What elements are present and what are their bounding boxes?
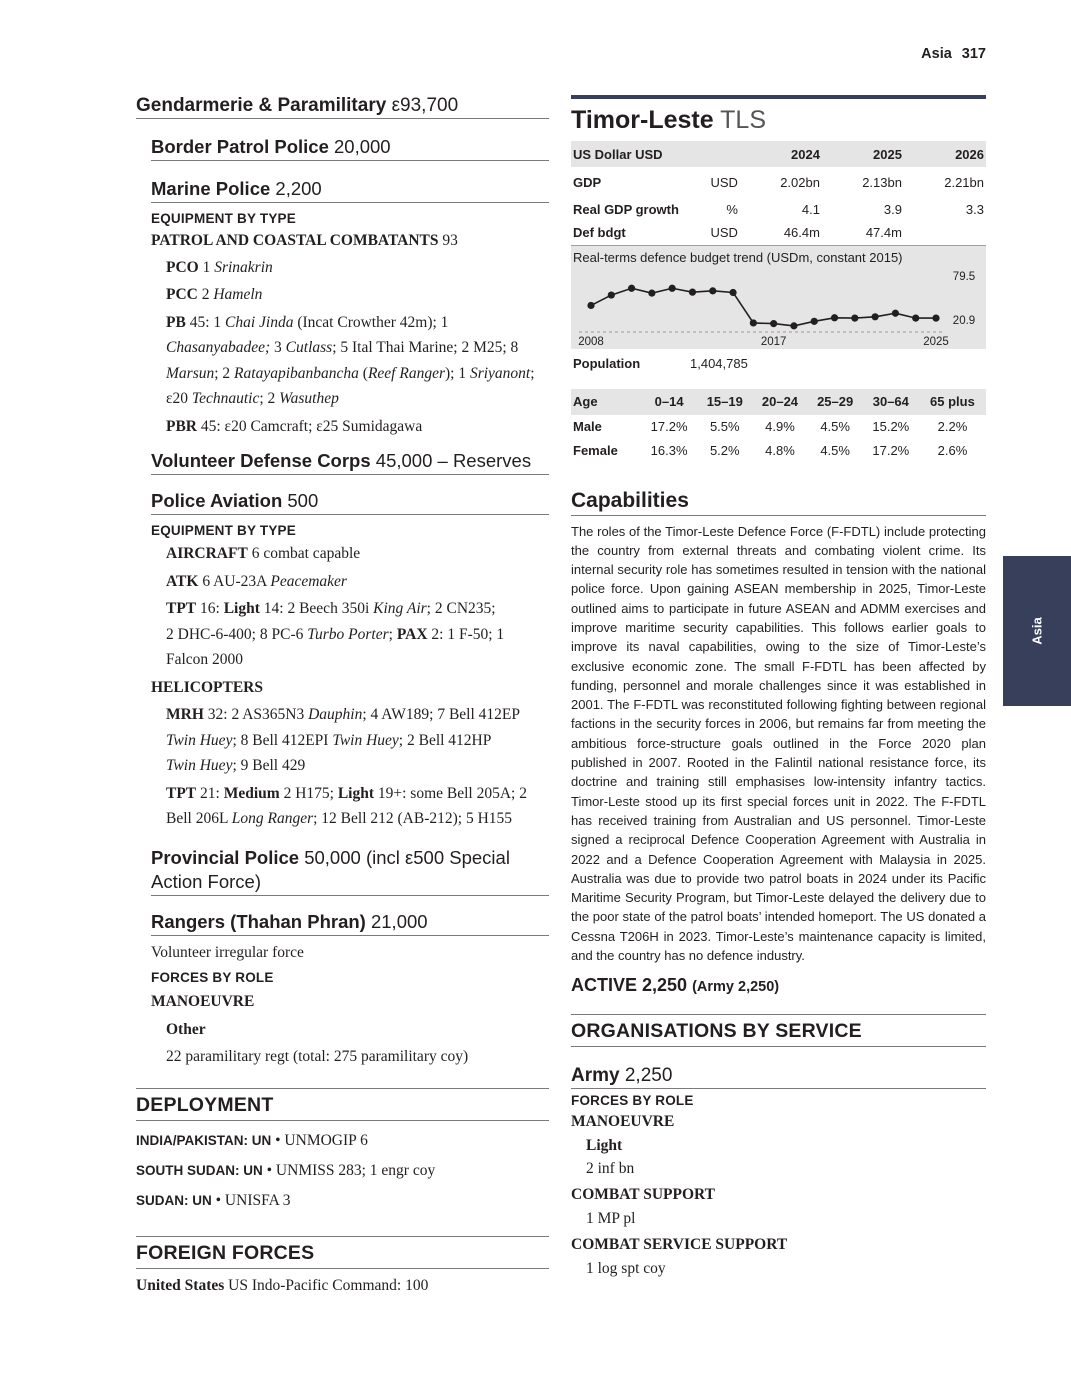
type-count: 2 — [197, 286, 214, 303]
organisations-heading: ORGANISATIONS BY SERVICE — [571, 1014, 986, 1047]
deployment-text: • UNMISS 283; 1 engr coy — [262, 1161, 436, 1179]
heading-title: Army — [571, 1065, 620, 1087]
heading-value: 2,250 — [624, 1065, 673, 1087]
deployment-item — [136, 1156, 549, 1186]
table-cell: 3.3 — [965, 201, 984, 217]
mrh-block: MRH 32: 2 AS365N3 Dauphin; 4 AW189; 7 Bell 412EP Twin Huey; 8 Bell 412EPI Twin Huey; 2 Bell 412HP Twin Huey; 9 Bell 429 — [166, 706, 520, 774]
type-name: Srinakrin — [214, 258, 273, 276]
type-label: PBR — [166, 417, 197, 435]
table-cell: 4.9% — [765, 419, 795, 434]
table-cell: 4.5% — [820, 443, 850, 458]
table-cell: 3.9 — [883, 201, 902, 217]
side-tab — [1003, 556, 1071, 706]
trend-point — [770, 320, 777, 327]
foreign-text: US Indo-Pacific Command: 100 — [224, 1276, 429, 1294]
category-value: 93 — [442, 232, 458, 249]
table-cell: 46.4m — [783, 225, 820, 241]
foreign-forces-heading: FOREIGN FORCES — [136, 1236, 549, 1269]
deployment-text: • UNISFA 3 — [211, 1191, 291, 1209]
table-header-cell: US Dollar USD — [571, 141, 681, 167]
country-title — [571, 105, 986, 135]
deployment-heading: DEPLOYMENT — [136, 1088, 549, 1121]
gendarmerie-heading — [136, 95, 549, 119]
table-cell: 4.8% — [765, 443, 795, 458]
patrol-combatants-line — [151, 228, 549, 254]
army-heading — [571, 1065, 986, 1089]
heli-tpt-block: TPT 21: Medium 2 H175; Light 19+: some Bell 205A; 2 Bell 206L Long Ranger; 12 Bell 212 (AB-212); 5 H155 — [166, 784, 527, 827]
aircraft-line — [166, 541, 549, 567]
table-cell: 4.5% — [820, 419, 850, 434]
table-cell: Real GDP growth — [573, 201, 679, 217]
table-header-cell: 30–64 — [863, 389, 919, 415]
deployment-org: UN — [188, 1192, 212, 1208]
combat-service-text: 1 log spt coy — [586, 1260, 666, 1278]
type-name: Peacemaker — [270, 572, 347, 590]
page-number: 317 — [961, 46, 986, 62]
category-label: MANOEUVRE — [151, 993, 255, 1010]
table-cell: 2.6% — [937, 443, 968, 458]
pb-line: Marsun; 2 Ratayapibanbancha (Reef Ranger); 1 Sriyanont; — [166, 364, 535, 382]
trend-point — [932, 314, 939, 321]
pb-line: Chasanyabadee; 3 Cutlass; 5 Ital Thai Marine; 2 M25; 8 — [166, 339, 519, 356]
equipment-label: EQUIPMENT BY TYPE — [151, 211, 296, 226]
x-tick-label: 2025 — [923, 335, 949, 348]
type-label: ATK — [166, 572, 199, 590]
type-label: PCO — [166, 258, 199, 276]
trend-point — [872, 313, 879, 320]
table-header-cell: 65 plus — [919, 389, 986, 415]
trend-point — [729, 288, 736, 295]
header-section: Asia — [921, 46, 952, 62]
trend-point — [669, 284, 676, 291]
population-label: Population — [573, 355, 641, 371]
pco-line — [166, 255, 549, 281]
trend-point — [811, 317, 818, 324]
combat-support-label — [571, 1182, 986, 1208]
type-label: PCC — [166, 286, 198, 303]
table-row — [571, 415, 986, 439]
trend-point — [831, 314, 838, 321]
active-detail: (Army 2,250) — [692, 979, 780, 996]
table-header-cell — [681, 141, 740, 167]
trend-point — [912, 314, 919, 321]
x-tick-label: 2017 — [760, 335, 787, 348]
side-tab-label: Asia — [1029, 617, 1045, 645]
table-cell: 2.2% — [937, 419, 968, 434]
pb-line: ε20 Technautic; 2 Wasuthep — [166, 390, 339, 407]
trend-point — [587, 301, 594, 308]
helicopters-label — [151, 675, 549, 701]
rangers-desc: Volunteer irregular force — [151, 943, 304, 961]
trend-point — [750, 319, 757, 326]
table-cell: Male — [573, 419, 602, 434]
table-header-cell: 2024 — [740, 141, 822, 167]
table-cell: 16.3% — [650, 443, 688, 458]
foreign-country: United States — [136, 1276, 225, 1294]
table-cell: 2.02bn — [780, 174, 820, 190]
trend-point — [648, 289, 655, 296]
heading-value: 2,200 — [275, 178, 322, 199]
heading-title: Marine Police — [151, 178, 271, 199]
table-header-row — [571, 389, 986, 415]
foreign-forces-line — [136, 1273, 549, 1299]
table-cell: 17.2% — [650, 419, 688, 434]
table-cell: GDP — [573, 174, 602, 190]
combat-service-label — [571, 1232, 986, 1258]
type-count: 6 AU-23A — [198, 572, 271, 590]
subcategory-label: Other — [166, 1020, 206, 1038]
table-header-cell: 2025 — [822, 141, 904, 167]
manoeuvre-label — [151, 989, 549, 1015]
heading-value: Action Force) — [151, 870, 262, 892]
heading-value: 45,000 – Reserves — [375, 450, 532, 471]
combat-support-text: 1 MP pl — [586, 1210, 636, 1228]
pbr-line — [166, 414, 549, 440]
trend-point — [709, 287, 716, 294]
provincial-police-heading — [151, 846, 549, 896]
trend-point — [689, 288, 696, 295]
title-rule — [571, 95, 986, 99]
table-header-cell: 0–14 — [641, 389, 697, 415]
table-header-row — [571, 141, 986, 167]
heading-title: Border Patrol Police — [151, 136, 329, 157]
table-header-cell: 2026 — [904, 141, 986, 167]
page-header — [921, 46, 986, 62]
table-cell — [904, 221, 986, 245]
table-cell: 4.1 — [801, 201, 820, 217]
deployment-list — [136, 1126, 549, 1216]
pcc-line — [166, 282, 549, 308]
tpt-block: TPT 16: Light 14: 2 Beech 350i King Air; 2 CN235; 2 DHC-6-400; 8 PC-6 Turbo Porter; PAX 2: 1 F-50; 1 Falcon 2000 — [166, 600, 505, 668]
heading-title: Gendarmerie & Paramilitary — [136, 95, 387, 116]
type-name: Hameln — [213, 286, 263, 303]
age-table — [571, 389, 986, 463]
light-text: 2 inf bn — [586, 1160, 635, 1178]
pb-block — [166, 310, 549, 412]
population-row — [571, 349, 986, 379]
country-code: TLS — [720, 106, 766, 134]
table-cell: 15.2% — [872, 419, 910, 434]
y-axis-label: 79.5 — [952, 270, 976, 283]
capabilities-heading: Capabilities — [571, 489, 986, 516]
trend-point — [628, 284, 635, 291]
trend-point — [790, 322, 797, 329]
capabilities-text: The roles of the Timor-Leste Defence Force (F-FDTL) include protecting the country from external threats and combating violent crime. Its internal security role has sometimes resulted in tension with the national police force. Upon gaining ASEAN membership in 2025, Timor-Leste outlined aims to participate in future ASEAN and ADMM exercises and improve maritime security capabilities. This follows earlier goals to improve its naval capabilities, owing to the size of Timor-Leste’s exclusive economic zone. The small F-FDTL has been affected by funding, personnel and morale challenges since it was established in 2001. The F-FDTL was reconstituted following fighting between regional factions in the security forces in 2006, but remains far from meeting the ambitious force-structure goals outlined in the Force 2020 plan published in 2007. Rooted in the Falintil national resistance force, its doctrine and training still emphasises low-intensity infantry tactics. Timor-Leste stood up its first special forces unit in 2022. The F-FDTL has received training from Australian and US personnel. Timor-Leste signed a reciprocal Defence Cooperation Agreement with Australia in 2022 and a Defence Cooperation Agreement with Malaysia in 2025. Australia was due to provide two patrol boats in 2024 under its Pacific Maritime Security Program, but Timor-Leste delayed the delivery due to the poor state of the patrol boats’ intended homeport. The US donated a Cessna T206H in 2023. Timor-Leste’s maintenance capacity is limited, and the country has no defence industry. — [571, 523, 986, 964]
y-axis-label: 20.9 — [952, 314, 976, 327]
heading-title: Volunteer Defense Corps — [151, 450, 371, 471]
table-header-cell: 15–19 — [697, 389, 752, 415]
heading-value: 21,000 — [370, 910, 428, 932]
heading-value: 50,000 (incl ε500 Special — [304, 846, 510, 868]
trend-point — [608, 291, 615, 298]
heading-value: ε93,700 — [391, 95, 459, 116]
manoeuvre-label — [571, 1109, 986, 1135]
deployment-text: • UNMOGIP 6 — [271, 1131, 368, 1149]
x-tick-label: 2008 — [578, 335, 604, 348]
table-cell: USD — [710, 174, 738, 190]
table-cell: 5.2% — [709, 443, 740, 458]
category-label: HELICOPTERS — [151, 678, 263, 696]
table-cell: 2.21bn — [944, 174, 984, 190]
deployment-item — [136, 1186, 549, 1216]
heading-value: 500 — [287, 490, 319, 511]
active-label: ACTIVE 2,250 — [571, 975, 688, 996]
type-label: PB — [166, 313, 186, 331]
table-cell: 5.5% — [709, 419, 740, 434]
volunteer-heading — [151, 449, 549, 475]
deployment-country: INDIA/PAKISTAN: — [136, 1132, 248, 1148]
active-line — [571, 975, 986, 996]
table-cell: % — [726, 201, 738, 217]
deployment-country: SOUTH SUDAN: — [136, 1162, 240, 1178]
type-text: 45: ε20 Camcraft; ε25 Sumidagawa — [197, 417, 423, 435]
table-cell: 2.13bn — [862, 174, 902, 190]
population-value: 1,404,785 — [690, 355, 748, 371]
category-label: PATROL AND COASTAL COMBATANTS — [151, 232, 439, 249]
heading-title: Rangers (Thahan Phran) — [151, 910, 366, 932]
table-header-cell: 20–24 — [752, 389, 807, 415]
category-label: AIRCRAFT — [166, 545, 248, 562]
type-count: 1 — [198, 258, 215, 276]
heading-title: Police Aviation — [151, 490, 283, 511]
light-label — [586, 1133, 986, 1159]
country-name: Timor-Leste — [571, 106, 714, 134]
forces-label: FORCES BY ROLE — [151, 970, 274, 985]
subcategory-label: Light — [586, 1136, 623, 1154]
chart-title: Real-terms defence budget trend (USDm, constant 2015) — [573, 249, 903, 265]
marine-police-heading — [151, 177, 549, 203]
deployment-org: UN — [239, 1162, 263, 1178]
category-value: 6 combat capable — [247, 545, 361, 562]
police-aviation-heading — [151, 489, 549, 515]
other-label — [166, 1017, 549, 1043]
table-row — [571, 197, 986, 221]
table-cell: 47.4m — [865, 225, 902, 241]
right-column — [571, 95, 986, 1282]
deployment-org: UN — [248, 1132, 272, 1148]
border-patrol-heading — [151, 135, 549, 161]
trend-point — [851, 314, 858, 321]
economic-table — [571, 141, 986, 246]
table-cell: 17.2% — [872, 443, 910, 458]
table-header-cell: 25–29 — [808, 389, 863, 415]
other-text: 22 paramilitary regt (total: 275 paramilitary coy) — [166, 1048, 469, 1065]
rangers-heading — [151, 910, 549, 936]
category-label: COMBAT SERVICE SUPPORT — [571, 1235, 788, 1253]
pb-line: 45: 1 Chai Jinda (Incat Crowther 42m); 1 — [189, 313, 449, 331]
table-row — [571, 439, 986, 463]
heading-value: 20,000 — [334, 136, 391, 157]
category-label: COMBAT SUPPORT — [571, 1185, 715, 1203]
table-row — [571, 167, 986, 197]
atk-line — [166, 569, 549, 595]
category-label: MANOEUVRE — [571, 1113, 675, 1131]
budget-trend-chart — [571, 246, 986, 349]
trend-chart-svg — [571, 268, 986, 348]
left-column — [136, 95, 549, 1298]
table-cell: Def bdgt — [573, 225, 626, 241]
table-row — [571, 221, 986, 245]
heading-title: Provincial Police — [151, 846, 300, 868]
deployment-item — [136, 1126, 549, 1156]
equipment-label: EQUIPMENT BY TYPE — [151, 523, 296, 538]
table-header-cell: Age — [571, 389, 641, 415]
trend-point — [892, 309, 899, 316]
forces-label: FORCES BY ROLE — [571, 1093, 694, 1109]
table-cell: Female — [573, 443, 618, 458]
table-cell: USD — [710, 225, 738, 241]
trend-line — [591, 288, 936, 326]
deployment-country: SUDAN: — [136, 1192, 189, 1208]
